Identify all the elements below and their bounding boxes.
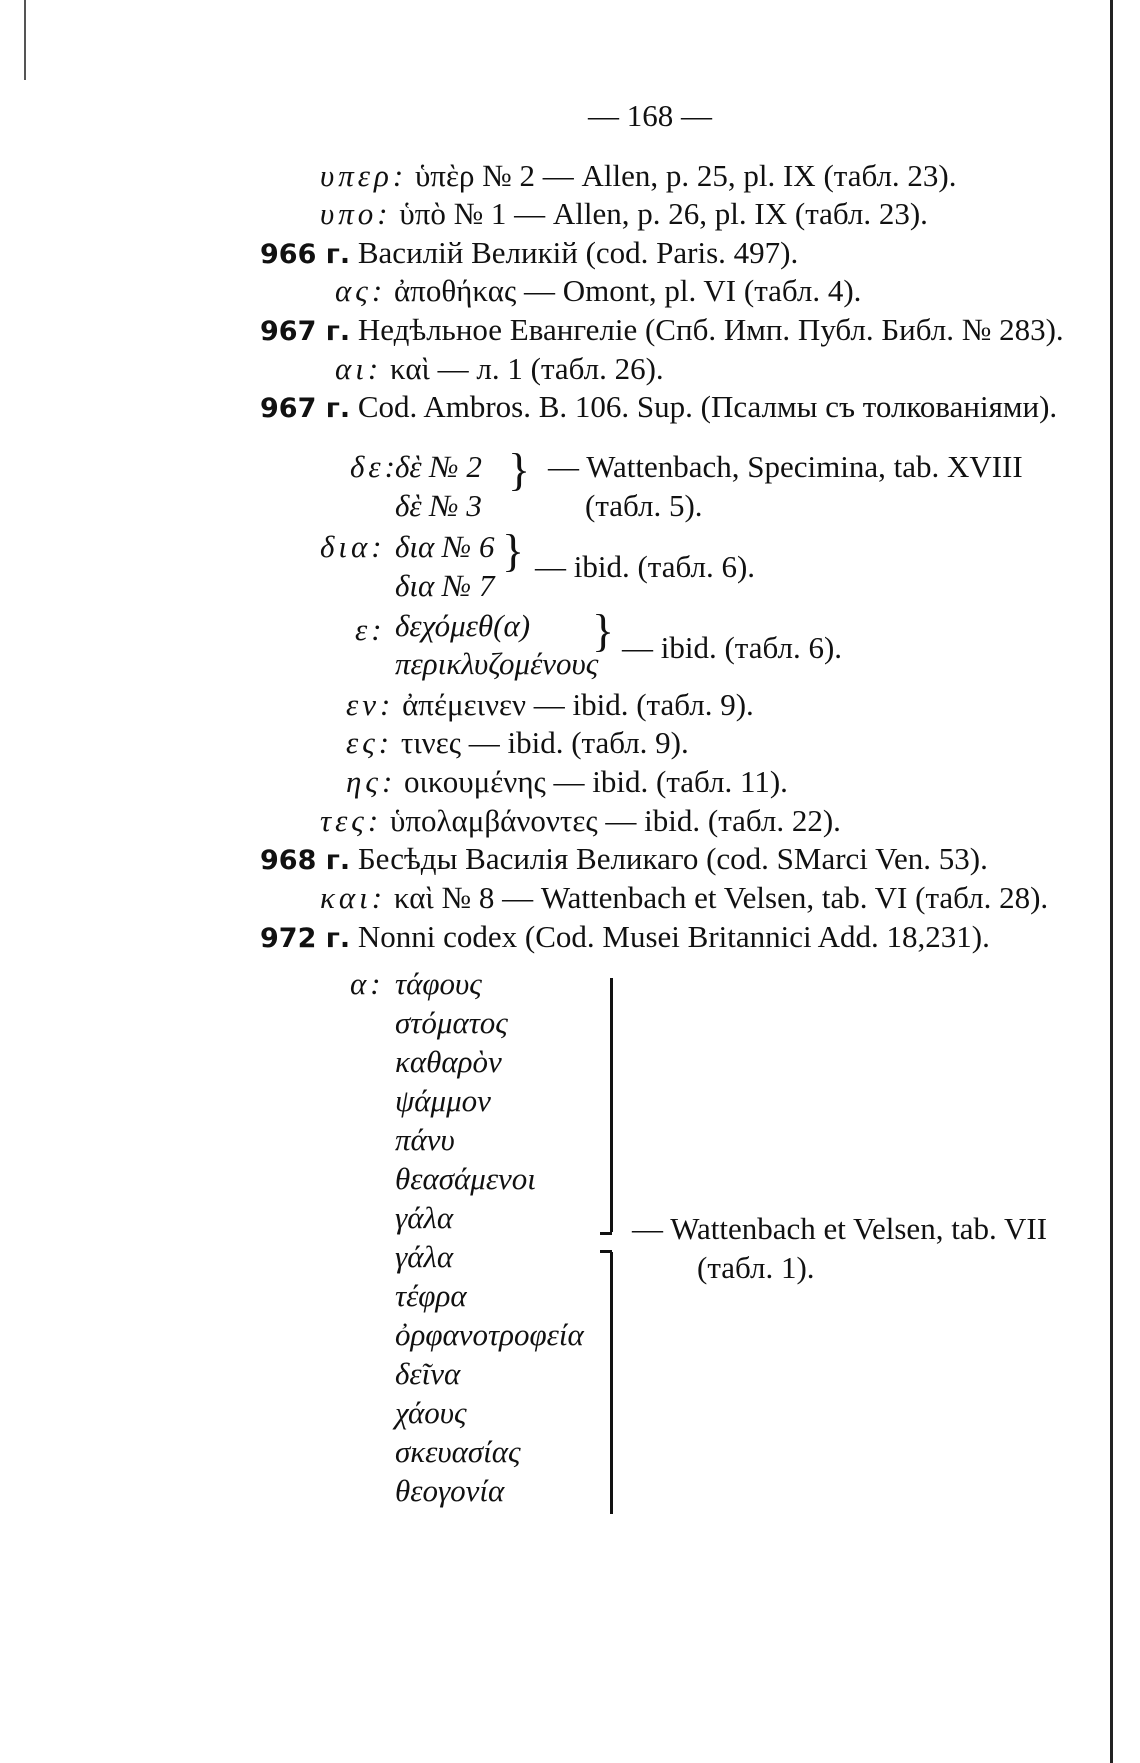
word-item: θεασάμενοι <box>395 1161 536 1196</box>
word-item: θεογονία <box>395 1473 505 1508</box>
entry-line: και: καὶ № 8 — Wattenbach et Velsen, tab. VI (табл. 28). <box>320 880 1049 915</box>
word-item: δεῖνα <box>395 1356 461 1391</box>
brace-right: } <box>508 444 531 495</box>
group-ref: — Wattenbach, Specimina, tab. XVIII <box>548 449 1023 484</box>
group-ref: — ibid. (табл. 6). <box>622 630 843 665</box>
entry-line: υπο: ὑπὸ № 1 — Allen, p. 26, pl. IX (табл. 23). <box>320 196 928 231</box>
entry-line: τες: ὑπολαμβάνοντες — ibid. (табл. 22). <box>320 803 841 838</box>
word-item: ὀρφανοτροφεία <box>395 1317 584 1352</box>
group-label: α: <box>350 966 385 1001</box>
group-ref: (табл. 5). <box>585 488 703 523</box>
bracket-upper <box>610 978 613 1232</box>
group-label: ε: <box>355 612 386 647</box>
word-item: πάνυ <box>395 1122 455 1157</box>
scan-edge-left <box>24 0 26 80</box>
word-item: καθαρὸν <box>395 1044 502 1079</box>
group-label: δια: <box>320 529 386 564</box>
bracket-tip-lower <box>600 1250 612 1253</box>
year-line: 967 г. Cod. Ambros. B. 106. Sup. (Псалмы съ толкованіями). <box>260 389 1058 424</box>
bracket-lower <box>610 1252 613 1514</box>
word-item: γάλα <box>395 1200 454 1235</box>
group-item: δεχόμεθ(α) <box>395 608 531 643</box>
bracket-tip-upper <box>600 1232 612 1235</box>
group-item: δια № 7 <box>395 568 495 603</box>
word-item: τάφους <box>395 966 482 1001</box>
brace-right: } <box>592 605 615 656</box>
group-item: δὲ № 2 <box>395 449 482 484</box>
entry-line: ες: τινες — ibid. (табл. 9). <box>346 725 689 760</box>
group-ref: — ibid. (табл. 6). <box>535 549 756 584</box>
group-item: δὲ № 3 <box>395 488 482 523</box>
page-number: — 168 — <box>588 98 712 133</box>
group-ref: — Wattenbach et Velsen, tab. VII <box>632 1211 1048 1246</box>
entry-line: υπερ: ὑπὲρ № 2 — Allen, p. 25, pl. IX (табл. 23). <box>320 158 957 193</box>
word-item: τέφρα <box>395 1278 467 1313</box>
year-line: 972 г. Nonni codex (Cod. Musei Britannici Add. 18,231). <box>260 919 990 954</box>
group-item: δια № 6 <box>395 529 495 564</box>
year-line: 968 г. Бесѣды Василія Великаго (cod. SMarci Ven. 53). <box>260 841 988 876</box>
word-item: χάους <box>395 1395 467 1430</box>
scan-edge-right <box>1110 0 1113 1763</box>
brace-right: } <box>502 525 525 576</box>
entry-line: ας: ἀποθήκας — Omont, pl. VI (табл. 4). <box>335 273 862 308</box>
year-line: 967 г. Недѣльное Евангеліе (Спб. Имп. Публ. Библ. № 283). <box>260 312 1064 347</box>
group-item: περικλυζομένους <box>395 646 599 681</box>
entry-line: ης: οικουμένης — ibid. (табл. 11). <box>346 764 788 799</box>
word-item: ψάμμον <box>395 1083 491 1118</box>
word-item: γάλα <box>395 1239 454 1274</box>
entry-line: αι: καὶ — л. 1 (табл. 26). <box>335 351 664 386</box>
year-line: 966 г. Василій Великій (cod. Paris. 497). <box>260 235 799 270</box>
group-ref: (табл. 1). <box>697 1250 815 1285</box>
entry-line: εν: ἀπέμεινεν — ibid. (табл. 9). <box>346 687 754 722</box>
group-label: δε: <box>350 449 399 484</box>
word-item: σκευασίας <box>395 1434 521 1469</box>
word-item: στόματος <box>395 1005 508 1040</box>
